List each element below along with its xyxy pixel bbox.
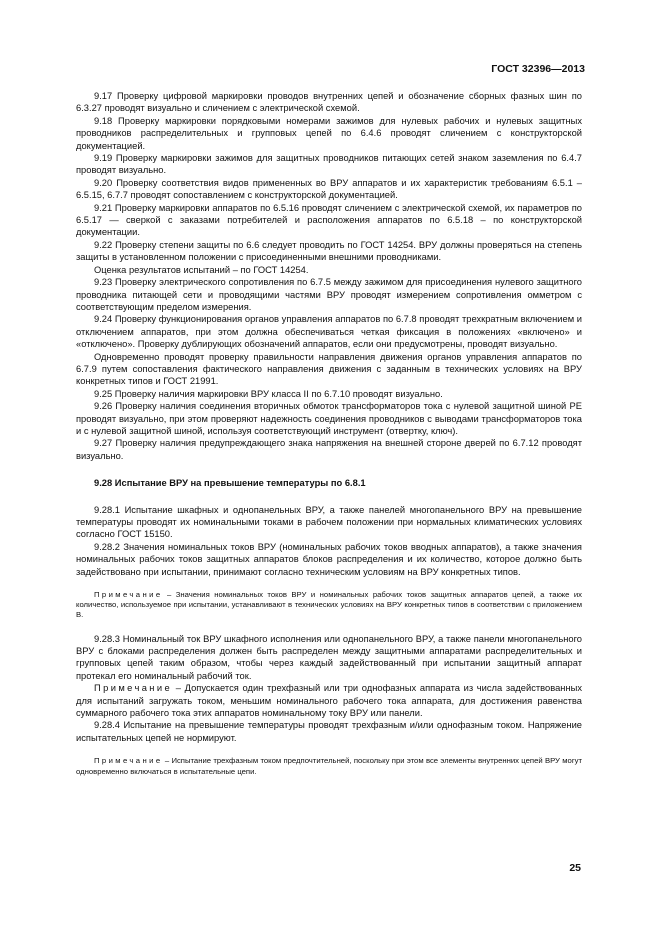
paragraph-9-21: 9.21 Проверку маркировки аппаратов по 6.5.16 проводят сличением с электрической схемой, их параметров по 6.5.17 — сверкой с заказами потребителей и расположения аппаратов по 6.5.18 – по конструкторской документации. — [76, 202, 582, 238]
paragraph-9-28-4: 9.28.4 Испытание на превышение температуры проводят трехфазным и/или однофазным током. Напряжение испытательных цепей не нормируют. — [76, 720, 582, 743]
paragraph-9-25: 9.25 Проверку наличия маркировки ВРУ класса II по 6.7.10 проводят визуально. — [94, 388, 443, 399]
note-3 — [76, 756, 582, 776]
paragraph-assessment: Оценка результатов испытаний – по ГОСТ 14254. — [94, 264, 309, 275]
paragraph-9-20: 9.20 Проверку соответствия видов примененных во ВРУ аппаратов и их характеристик требованиям 6.5.1 – 6.5.15, 6.7.7 проводят сопоставлением с конструкторской документацией. — [76, 177, 582, 201]
document-body — [76, 90, 582, 789]
note-2 — [76, 682, 582, 719]
note-text: – Значения номинальных токов ВРУ и номинальных рабочих токов защитных аппаратов цепей, а также их количество, используемое при испытании, устанавливают в технических условиях на ВРУ конкретных типов в соответствии с приложением В. — [76, 590, 582, 620]
note-1 — [76, 590, 582, 621]
section-title-9-28: 9.28 Испытание ВРУ на превышение температуры по 6.8.1 — [94, 478, 366, 489]
note-label: Примечание — [94, 590, 163, 600]
paragraph-9-22: 9.22 Проверку степени защиты по 6.6 следует проводить по ГОСТ 14254. ВРУ должны проверяться на степень защиты в установленном положении с присоединенными внешними проводниками. — [76, 239, 582, 263]
paragraph-9-24: 9.24 Проверку функционирования органов управления аппаратов по 6.7.8 проводят трехкратным включением и отключением аппаратов, при этом должна обеспечиваться четкая фиксация в положениях «включено» и «отключено». Проверку дублирующих обозначений аппаратов, если они предусмотрены, проводят визуально. — [76, 314, 582, 350]
note-label: Примечание — [94, 683, 173, 694]
paragraph-9-28-1: 9.28.1 Испытание шкафных и однопанельных ВРУ, а также панелей многопанельного ВРУ на превышение температуры проводят их номинальными токами в рабочем положении при нормальных климатических условиях согласно ГОСТ 15150. — [76, 504, 582, 540]
paragraph-9-24-cont: Одновременно проводят проверку правильности направления движения органов управления аппаратов по 6.7.9 путем сопоставления фактического направления движения с заданным в технических условиях на ВРУ конкретных типов и ГОСТ 21991. — [76, 351, 582, 387]
page-header-standard: ГОСТ 32396—2013 — [491, 63, 585, 75]
note-text: – Допускается один трехфазный или три однофазных аппарата из числа задействованных для испытаний загружать током, меньшим номинального рабочего тока аппарата, для достижения равенства суммарного рабочего тока этих аппаратов номинальному току ВРУ или панели. — [76, 683, 582, 719]
paragraph-9-18: 9.18 Проверку маркировки порядковыми номерами зажимов для нулевых рабочих и нулевых защитных проводников распределительных и групповых цепей по 6.4.6 проводят сличением с конструкторской документацией. — [76, 115, 582, 151]
paragraph-9-17: 9.17 Проверку цифровой маркировки проводов внутренних цепей и обозначение сборных фазных шин по 6.3.27 проводят визуально и сличением с электрической схемой. — [76, 91, 582, 114]
note-text: – Испытание трехфазным током предпочтительней, поскольку при этом все элементы внутренних цепей ВРУ могут одновременно включаться в испытательные цепи. — [76, 756, 582, 776]
paragraph-9-28-3: 9.28.3 Номинальный ток ВРУ шкафного исполнения или однопанельного ВРУ, а также панели многопанельного ВРУ с блоками распределения должен быть распределен между защитными аппаратами распределительных и групповых цепей таким образом, чтобы через каждый задействованный при испытании защитный аппарат протекал его номинальный рабочий ток. — [76, 633, 582, 681]
paragraph-9-27: 9.27 Проверку наличия предупреждающего знака напряжения на внешней стороне дверей по 6.7.12 проводят визуально. — [76, 438, 582, 461]
paragraph-9-26: 9.26 Проверку наличия соединения вторичных обмоток трансформаторов тока с нулевой защитной шиной PE проводят визуально, при этом проверяют надежность соединения проводников с выводами трансформаторов тока и с нулевой защитной шиной, используя соответствующий инструмент (отвертку, ключ). — [76, 401, 582, 436]
paragraph-9-28-2: 9.28.2 Значения номинальных токов ВРУ (номинальных рабочих токов вводных аппаратов), а также значения номинальных рабочих токов защитных аппаратов блоков распределения и их количество, которое должно быть задействовано при испытании, принимают согласно техническим условиям на ВРУ конкретных типов. — [76, 541, 582, 577]
paragraph-9-23: 9.23 Проверку электрического сопротивления по 6.7.5 между зажимом для присоединения нулевого защитного проводника питающей сети и проводящими частями ВРУ проводят измерением сопротивления омметром с соответствующим пределом измерения. — [76, 277, 582, 312]
note-label: Примечание — [94, 756, 163, 766]
paragraph-9-19: 9.19 Проверку маркировки зажимов для защитных проводников питающих сетей знаком заземления по 6.4.7 проводят визуально. — [76, 153, 582, 176]
page-number: 25 — [569, 862, 581, 874]
